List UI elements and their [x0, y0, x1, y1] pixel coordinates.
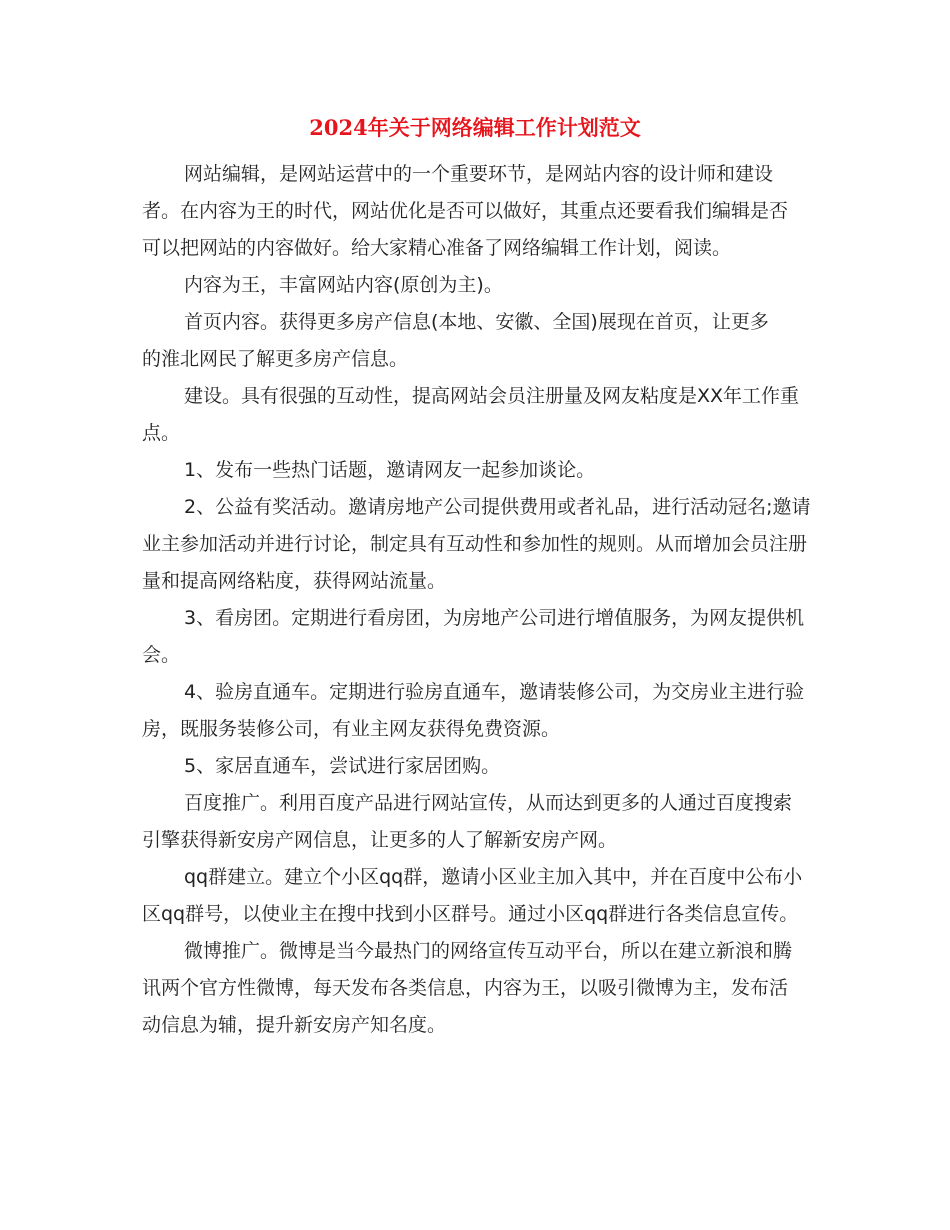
paragraph-content-king: 内容为王，丰富网站内容(原创为主)。	[184, 274, 503, 296]
paragraph-item-1: 1、发布一些热门话题，邀请网友一起参加谈论。	[184, 459, 596, 481]
paragraph-intro: 网站编辑，是网站运营中的一个重要环节，是网站内容的设计师和建设者。在内容为王的时代，网站优化是否可以做好，其重点还要看我们编辑是否可以把网站的内容做好。给大家精心准备了网络编辑工作计划，阅读。	[142, 163, 789, 259]
paragraph-homepage-content: 首页内容。获得更多房产信息(本地、安徽、全国)展现在首页，让更多的淮北网民了解更多房产信息。	[142, 311, 769, 370]
paragraph-weibo-promotion: 微博推广。微博是当今最热门的网络宣传互动平台，所以在建立新浪和腾讯两个官方性微博，每天发布各类信息，内容为王，以吸引微博为主，发布活动信息为辅，提升新安房产知名度。	[142, 940, 793, 1036]
document-body	[142, 156, 822, 1044]
paragraph-item-3: 3、看房团。定期进行看房团，为房地产公司进行增值服务，为网友提供机会。	[142, 607, 805, 666]
paragraph-item-5: 5、家居直通车，尝试进行家居团购。	[184, 755, 501, 777]
document-title: 2024年关于网络编辑工作计划范文	[309, 115, 641, 140]
paragraph-qq-group: qq群建立。建立个小区qq群，邀请小区业主加入其中，并在百度中公布小区qq群号，以使业主在搜中找到小区群号。通过小区qq群进行各类信息宣传。	[142, 866, 803, 925]
paragraph-baidu-promotion: 百度推广。利用百度产品进行网站宣传，从而达到更多的人通过百度搜索引擎获得新安房产网信息，让更多的人了解新安房产网。	[142, 792, 793, 851]
paragraph-item-2: 2、公益有奖活动。邀请房地产公司提供费用或者礼品，进行活动冠名;邀请业主参加活动并进行讨论，制定具有互动性和参加性的规则。从而增加会员注册量和提高网络粘度，获得网站流量。	[142, 496, 811, 592]
paragraph-item-4: 4、验房直通车。定期进行验房直通车，邀请装修公司，为交房业主进行验房，既服务装修公司，有业主网友获得免费资源。	[142, 681, 805, 740]
paragraph-construction: 建设。具有很强的互动性，提高网站会员注册量及网友粘度是XX年工作重点。	[142, 385, 800, 444]
